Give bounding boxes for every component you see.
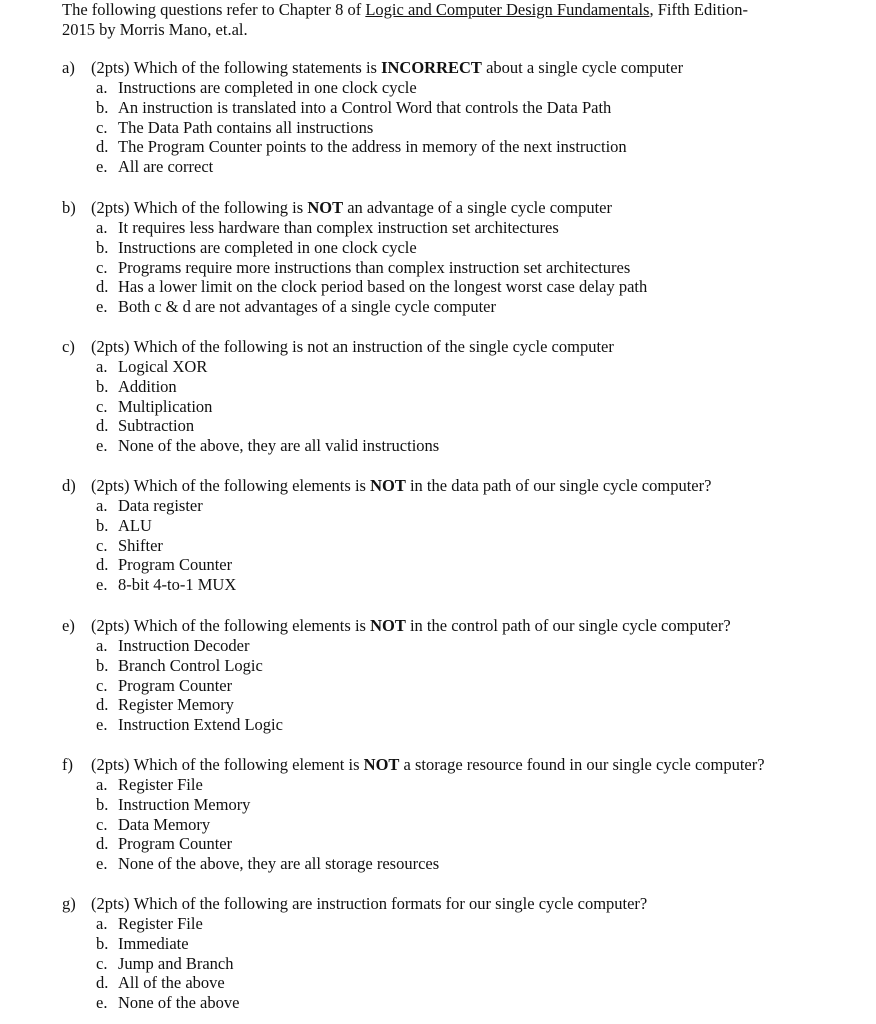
option-letter: c. — [96, 257, 108, 277]
option-letter: b. — [96, 933, 109, 953]
question-letter: g) — [62, 894, 76, 913]
option-text: Shifter — [118, 535, 163, 555]
question-emphasis: NOT — [307, 198, 344, 217]
option-letter: d. — [96, 834, 109, 854]
option-text: Instructions are completed in one clock cycle — [118, 237, 417, 257]
question-letter: c) — [62, 337, 75, 356]
question-points: (2pts) — [91, 476, 130, 495]
question-emphasis: NOT — [363, 755, 400, 774]
option-text: Instruction Memory — [118, 794, 251, 814]
option-letter: d. — [96, 277, 109, 297]
option-e — [62, 575, 862, 595]
question-a — [62, 58, 862, 177]
option-text: Has a lower limit on the clock period based on the longest worst case delay path — [118, 277, 648, 297]
question-text-after: an advantage of a single cycle computer — [343, 198, 613, 217]
option-d — [62, 695, 862, 715]
options-list — [62, 218, 862, 317]
option-letter: e. — [96, 993, 108, 1013]
question-text-after: a storage resource found in our single cycle computer? — [399, 755, 765, 774]
question-points: (2pts) — [91, 198, 130, 217]
option-b — [62, 656, 862, 676]
question-text — [91, 755, 765, 775]
question-text-after: about a single cycle computer — [481, 58, 684, 77]
options-list — [62, 775, 862, 874]
option-e — [62, 297, 862, 317]
question-text-after: in the data path of our single cycle computer? — [405, 476, 712, 495]
option-letter: e. — [96, 715, 108, 735]
option-c — [62, 954, 862, 974]
option-letter: e. — [96, 575, 108, 595]
option-letter: d. — [96, 695, 109, 715]
option-text: Register Memory — [118, 695, 234, 715]
option-letter: b. — [96, 97, 109, 117]
question-f — [62, 755, 862, 874]
question-stem — [62, 894, 862, 914]
intro-prefix: The following questions refer to Chapter 8 of — [62, 0, 366, 19]
option-text: Data Memory — [118, 814, 211, 834]
option-a — [62, 914, 862, 934]
question-b — [62, 198, 862, 317]
option-letter: b. — [96, 794, 109, 814]
option-letter: a. — [96, 218, 108, 237]
option-letter: c. — [96, 953, 108, 973]
question-text — [91, 894, 647, 914]
question-text-before: Which of the following element is — [133, 755, 364, 774]
intro-line-1 — [62, 0, 842, 20]
option-d — [62, 416, 862, 436]
option-d — [62, 834, 862, 854]
question-stem — [62, 58, 862, 78]
option-letter: a. — [96, 775, 108, 794]
question-text-before: Which of the following statements is — [133, 58, 382, 77]
option-e — [62, 157, 862, 177]
question-emphasis: INCORRECT — [381, 58, 482, 77]
option-text: Programs require more instructions than complex instruction set architectures — [118, 257, 631, 277]
option-letter: d. — [96, 973, 109, 993]
option-d — [62, 137, 862, 157]
option-b — [62, 238, 862, 258]
options-list — [62, 914, 862, 1013]
question-text-before: Which of the following elements is — [133, 616, 371, 635]
question-emphasis: NOT — [370, 616, 406, 635]
question-text — [91, 198, 612, 218]
option-text: 8-bit 4-to-1 MUX — [118, 575, 237, 595]
option-letter: a. — [96, 357, 108, 376]
option-letter: b. — [96, 237, 109, 257]
option-text: Program Counter — [118, 675, 233, 695]
option-letter: b. — [96, 515, 109, 535]
options-list — [62, 78, 862, 177]
question-text — [91, 476, 711, 496]
question-stem — [62, 337, 862, 357]
question-text-before: Which of the following are instruction formats for our single cycle computer? — [133, 894, 648, 913]
option-text: It requires less hardware than complex instruction set architectures — [118, 218, 559, 237]
option-d — [62, 277, 862, 297]
question-g — [62, 894, 862, 1013]
option-text: All are correct — [118, 157, 214, 177]
option-e — [62, 854, 862, 874]
option-letter: e. — [96, 854, 108, 874]
question-stem — [62, 755, 862, 775]
question-text-before: Which of the following is — [133, 198, 308, 217]
option-letter: b. — [96, 376, 109, 396]
option-letter: e. — [96, 436, 108, 456]
option-c — [62, 815, 862, 835]
question-points: (2pts) — [91, 337, 130, 356]
options-list — [62, 496, 862, 595]
option-text: Instruction Extend Logic — [118, 715, 283, 735]
option-text: Addition — [118, 376, 177, 396]
option-text: All of the above — [118, 973, 225, 993]
option-a — [62, 78, 862, 98]
option-e — [62, 715, 862, 735]
question-text-before: Which of the following is not an instruction of the single cycle computer — [133, 337, 614, 356]
option-text: Program Counter — [118, 834, 233, 854]
option-text: The Program Counter points to the address in memory of the next instruction — [118, 137, 627, 157]
question-emphasis: NOT — [370, 476, 406, 495]
question-letter: d) — [62, 476, 76, 495]
question-letter: f) — [62, 755, 73, 774]
option-text: Immediate — [118, 933, 189, 953]
book-title: Logic and Computer Design Fundamentals — [365, 0, 650, 19]
option-text: Branch Control Logic — [118, 655, 263, 675]
option-text: Register File — [118, 775, 203, 794]
option-letter: a. — [96, 914, 108, 933]
option-text: Jump and Branch — [118, 953, 234, 973]
option-b — [62, 377, 862, 397]
option-letter: e. — [96, 157, 108, 177]
question-text-before: Which of the following elements is — [133, 476, 371, 495]
option-text: ALU — [118, 515, 152, 535]
option-e — [62, 436, 862, 456]
question-text — [91, 58, 683, 78]
question-text — [91, 337, 614, 357]
question-letter: a) — [62, 58, 75, 77]
option-e — [62, 993, 862, 1013]
option-letter: d. — [96, 137, 109, 157]
option-letter: c. — [96, 535, 108, 555]
intro-line-2: 2015 by Morris Mano, et.al. — [62, 20, 248, 39]
option-a — [62, 357, 862, 377]
question-letter: b) — [62, 198, 76, 217]
question-stem — [62, 198, 862, 218]
option-d — [62, 973, 862, 993]
option-text: None of the above — [118, 993, 240, 1013]
option-letter: c. — [96, 396, 108, 416]
option-letter: a. — [96, 496, 108, 515]
option-c — [62, 536, 862, 556]
option-letter: c. — [96, 117, 108, 137]
question-points: (2pts) — [91, 755, 130, 774]
question-e — [62, 616, 862, 735]
option-text: Subtraction — [118, 416, 195, 436]
question-points: (2pts) — [91, 616, 130, 635]
question-points: (2pts) — [91, 894, 130, 913]
option-c — [62, 118, 862, 138]
option-text: Both c & d are not advantages of a single cycle computer — [118, 297, 496, 317]
option-a — [62, 496, 862, 516]
option-b — [62, 934, 862, 954]
option-text: Instruction Decoder — [118, 636, 250, 655]
option-text: Instructions are completed in one clock cycle — [118, 78, 417, 97]
option-c — [62, 397, 862, 417]
option-text: Program Counter — [118, 555, 233, 575]
option-b — [62, 98, 862, 118]
options-list — [62, 636, 862, 735]
question-text-after: in the control path of our single cycle computer? — [405, 616, 731, 635]
question-stem — [62, 476, 862, 496]
question-c — [62, 337, 862, 456]
option-letter: a. — [96, 78, 108, 97]
option-text: Multiplication — [118, 396, 213, 416]
option-letter: d. — [96, 416, 109, 436]
option-letter: b. — [96, 655, 109, 675]
intro-suffix: , Fifth Edition- — [649, 0, 749, 19]
option-text: Data register — [118, 496, 203, 515]
option-b — [62, 516, 862, 536]
intro-paragraph — [62, 0, 842, 40]
option-b — [62, 795, 862, 815]
option-d — [62, 555, 862, 575]
option-a — [62, 775, 862, 795]
option-c — [62, 258, 862, 278]
question-d — [62, 476, 862, 595]
option-text: None of the above, they are all storage resources — [118, 854, 440, 874]
option-letter: a. — [96, 636, 108, 655]
option-text: Logical XOR — [118, 357, 208, 376]
question-text — [91, 616, 731, 636]
option-a — [62, 636, 862, 656]
option-c — [62, 676, 862, 696]
option-text: Register File — [118, 914, 203, 933]
option-a — [62, 218, 862, 238]
question-letter: e) — [62, 616, 75, 635]
question-stem — [62, 616, 862, 636]
option-letter: c. — [96, 675, 108, 695]
question-points: (2pts) — [91, 58, 130, 77]
option-text: None of the above, they are all valid instructions — [118, 436, 440, 456]
option-text: The Data Path contains all instructions — [118, 117, 374, 137]
option-letter: d. — [96, 555, 109, 575]
option-letter: e. — [96, 297, 108, 317]
options-list — [62, 357, 862, 456]
option-text: An instruction is translated into a Control Word that controls the Data Path — [118, 97, 612, 117]
option-letter: c. — [96, 814, 108, 834]
